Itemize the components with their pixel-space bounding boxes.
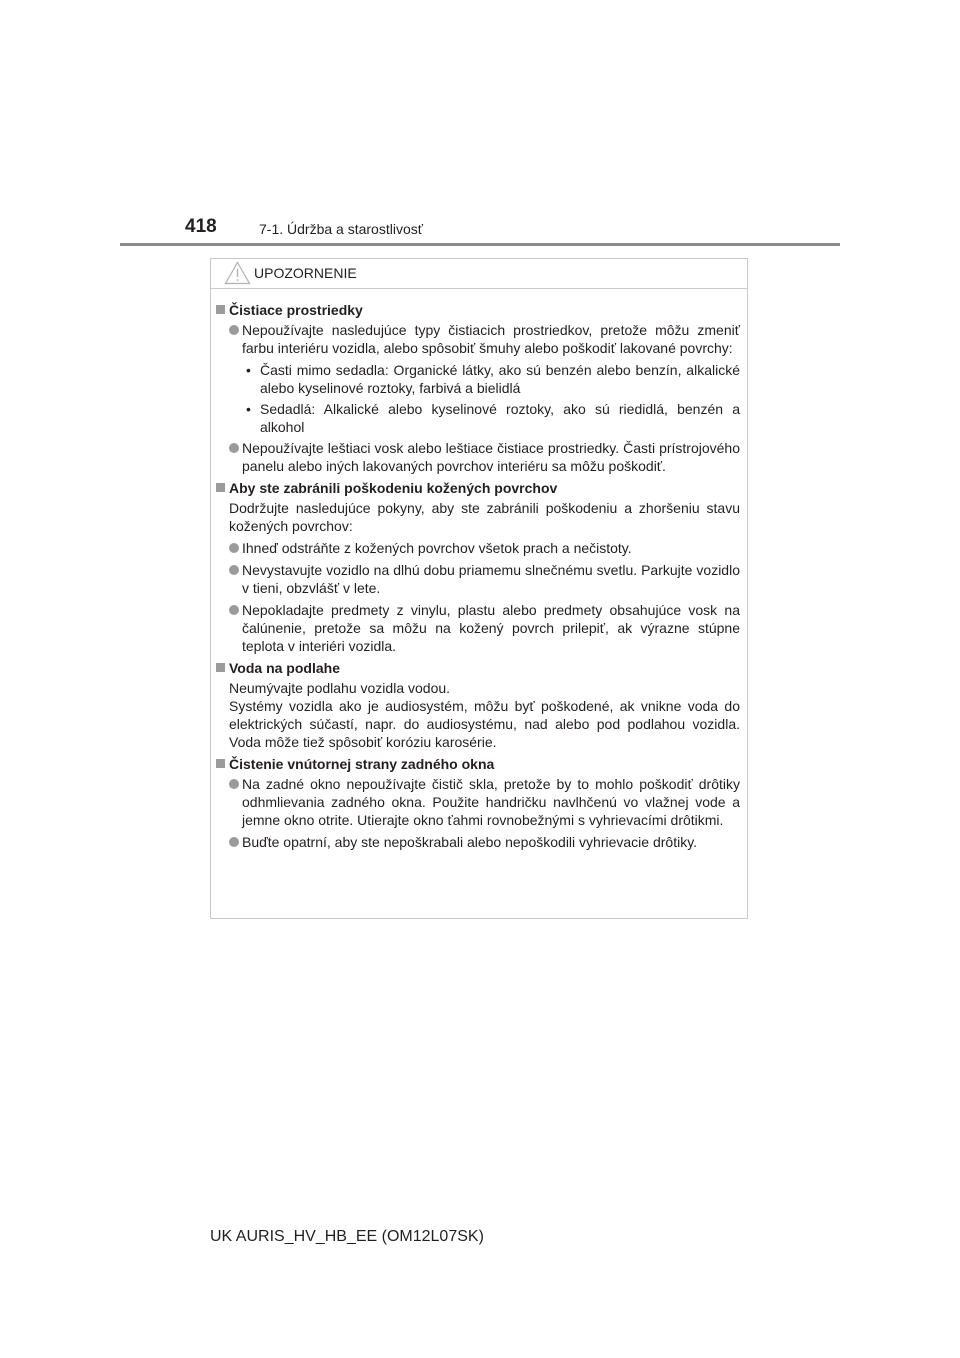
warning-body	[211, 289, 747, 851]
round-bullet-icon	[229, 443, 239, 453]
round-bullet-icon	[229, 325, 239, 335]
round-bullet-icon	[229, 779, 239, 789]
sub-list-item: • Sedadlá: Alkalické alebo kyselinové roztoky, ako sú riedidlá, benzén a alkohol	[246, 401, 740, 435]
list-item: Ihneď odstráňte z kožených povrchov všetok prach a nečistoty.	[216, 539, 740, 557]
square-bullet-icon	[216, 759, 225, 768]
sub-list-item: • Časti mimo sedadla: Organické látky, ako sú benzén alebo benzín, alkalické alebo kyselinové roztoky, farbivá a bielidlá	[246, 362, 740, 396]
square-bullet-icon	[216, 663, 225, 672]
section-floor-water	[216, 659, 740, 751]
page-number: 418	[185, 216, 217, 237]
warning-triangle-icon	[224, 261, 251, 285]
warning-box	[210, 258, 748, 919]
section-heading: Voda na podlahe	[216, 659, 740, 677]
round-bullet-icon	[229, 565, 239, 575]
section-paragraph: Systémy vozidla ako je audiosystém, môžu byť poškodené, ak vnikne voda do elektrických súčastí, napr. do audiosystému, nad alebo pod podlahou vozidla. Voda môže tiež spôsobiť koróziu karosérie.	[229, 698, 740, 750]
section-leather	[216, 479, 740, 655]
section-intro: Dodržujte nasledujúce pokyny, aby ste zabránili poškodeniu a zhoršeniu stavu kožených povrchov:	[229, 500, 740, 534]
list-item: Buďte opatrní, aby ste nepoškrabali alebo nepoškodili vyhrievacie drôtiky.	[216, 833, 740, 851]
square-bullet-icon	[216, 305, 225, 314]
round-bullet-icon	[229, 837, 239, 847]
square-bullet-icon	[216, 483, 225, 492]
list-item: Nevystavujte vozidlo na dlhú dobu priamemu slnečnému svetlu. Parkujte vozidlo v tieni, obzvlášť v lete.	[216, 561, 740, 597]
section-paragraph: Neumývajte podlahu vozidla vodou.	[229, 680, 451, 696]
section-heading: Čistiace prostriedky	[216, 301, 740, 319]
section-title: 7-1. Údržba a starostlivosť	[259, 221, 423, 237]
round-bullet-icon	[229, 605, 239, 615]
footer-doc-id: UK AURIS_HV_HB_EE (OM12L07SK)	[210, 1228, 484, 1245]
section-heading: Aby ste zabránili poškodeniu kožených povrchov	[216, 479, 740, 497]
list-item: Nepoužívajte leštiaci vosk alebo leštiace čistiace prostriedky. Časti prístrojového panelu alebo iných lakovaných povrchov interiéru sa môžu poškodiť.	[216, 439, 740, 475]
warning-title: UPOZORNENIE	[254, 265, 357, 281]
section-rear-window	[216, 755, 740, 851]
section-heading: Čistenie vnútornej strany zadného okna	[216, 755, 740, 773]
list-item: Nepokladajte predmety z vinylu, plastu alebo predmety obsahujúce vosk na čalúnenie, pretože sa môžu na kožený povrch prilepiť, ak výrazne stúpne teplota v interiéri vozidla.	[216, 601, 740, 655]
warning-header	[211, 259, 747, 289]
header-rule	[120, 243, 840, 246]
list-item: Nepoužívajte nasledujúce typy čistiacich prostriedkov, pretože môžu zmeniť farbu interiéru vozidla, alebo spôsobiť šmuhy alebo poškodiť lakované povrchy:	[216, 321, 740, 357]
section-cleaning-agents	[216, 301, 740, 475]
round-bullet-icon	[229, 543, 239, 553]
list-item: Na zadné okno nepoužívajte čistič skla, pretože by to mohlo poškodiť drôtiky odhmlievania zadného okna. Použite handričku navlhčenú vo vlažnej vode a jemne okno otrite. Utierajte okno ťahmi rovnobežnými s vyhrievacími drôtikmi.	[216, 775, 740, 829]
